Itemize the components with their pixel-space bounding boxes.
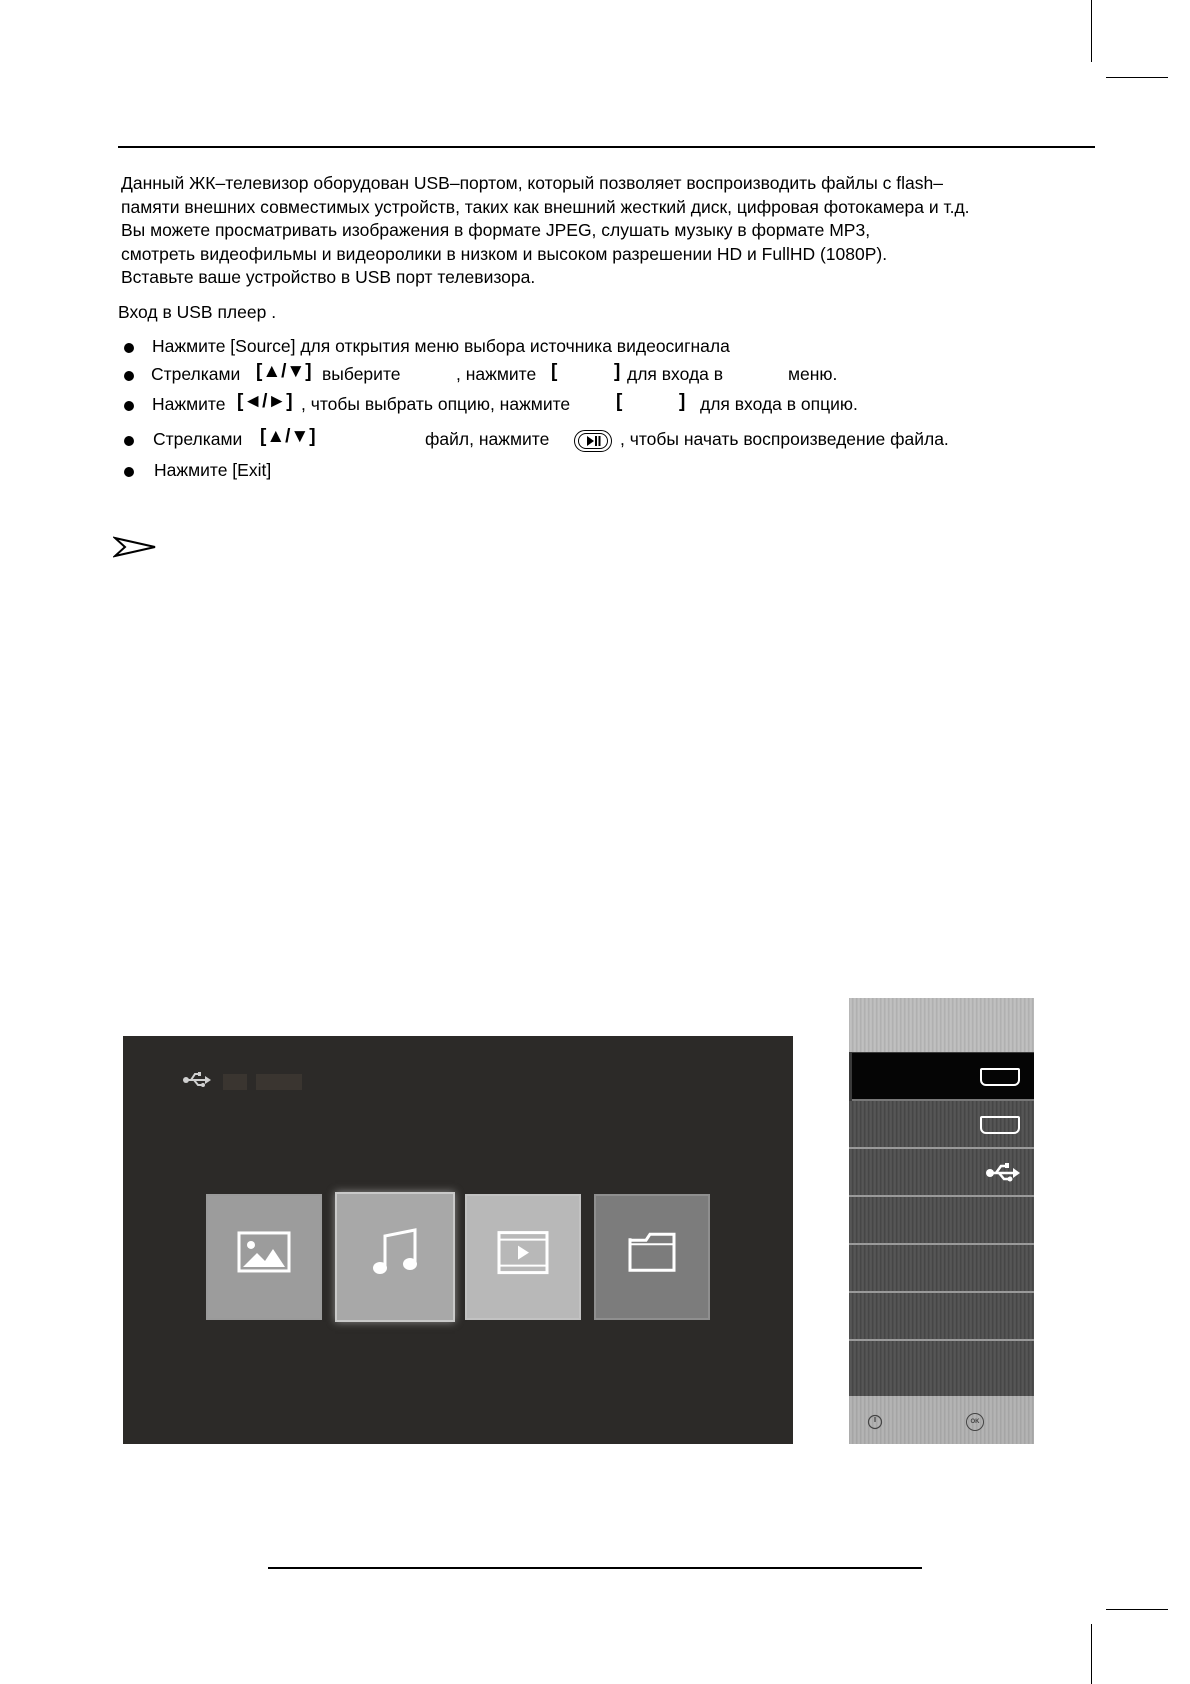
ok-icon: OK: [966, 1413, 984, 1431]
source-item-hdmi1[interactable]: [852, 1053, 1034, 1101]
intro-line: памяти внешних совместимых устройств, таких как внешний жесткий диск, цифровая фотокамера и т.д.: [121, 196, 970, 217]
file-tile[interactable]: [594, 1194, 710, 1320]
bracket-close: ]: [679, 391, 686, 412]
bullet: [124, 467, 134, 477]
usb-icon: [183, 1072, 211, 1093]
source-item[interactable]: [849, 1293, 1034, 1341]
usb-icon: [986, 1163, 1020, 1188]
step-2-text-c: , нажмите: [456, 364, 537, 384]
source-item[interactable]: [849, 1245, 1034, 1293]
source-item-hdmi2[interactable]: [849, 1101, 1034, 1149]
hdmi-icon: [980, 1116, 1020, 1134]
bracket-close: ]: [614, 361, 621, 382]
step-5: Нажмите [Exit]: [154, 460, 272, 480]
bullet: [124, 401, 134, 411]
intro-line: смотреть видеофильмы и видеоролики в низком и высоком разрешении HD и FullHD (1080P).: [121, 243, 888, 264]
step-3-text-b: , чтобы выбрать опцию, нажмите: [301, 394, 571, 414]
updown-arrows: [▲/▼]: [260, 426, 316, 447]
crop-mark-bottom-vertical: [1091, 1624, 1092, 1684]
step-4-text-a: Стрелками: [153, 429, 243, 449]
usb-entry-heading: Вход в USB плеер .: [118, 302, 277, 322]
step-3-text-a: Нажмите: [152, 394, 226, 414]
source-item[interactable]: [849, 1197, 1034, 1245]
source-panel-header: [849, 998, 1034, 1052]
source-panel-footer: [849, 1396, 1034, 1444]
bracket-open: [: [616, 391, 623, 412]
intro-line: Данный ЖК–телевизор оборудован USB–портом, который позволяет воспроизводить файлы с flash–: [121, 173, 943, 193]
hdmi-icon: [980, 1068, 1020, 1086]
source-item-usb[interactable]: [849, 1149, 1034, 1197]
photo-tile[interactable]: [206, 1194, 322, 1320]
step-3-text-d: для входа в опцию.: [700, 394, 858, 414]
bracket-open: [: [551, 361, 558, 382]
source-panel: [849, 998, 1034, 1444]
header-rule: [118, 146, 1095, 148]
intro-line: Вставьте ваше устройство в USB порт телевизора.: [121, 267, 536, 287]
crop-mark-top-vertical: [1091, 0, 1092, 62]
bullet: [124, 371, 134, 381]
path-segment: [223, 1074, 247, 1090]
movie-tile[interactable]: [465, 1194, 581, 1320]
intro-line: Вы можете просматривать изображения в формате JPEG, слушать музыку в формате MP3,: [121, 220, 871, 240]
step-2-text-e: меню.: [788, 364, 838, 384]
source-item[interactable]: [849, 1341, 1034, 1396]
updown-arrows: [▲/▼]: [256, 361, 312, 382]
crop-mark-top-horizontal: [1106, 77, 1168, 78]
step-4-text-b: файл, нажмите: [425, 429, 550, 449]
footer-rule: [268, 1567, 922, 1569]
step-4-text-c: , чтобы начать воспроизведение файла.: [620, 429, 949, 449]
bullet: [124, 343, 134, 353]
leftright-arrows: [◄/►]: [237, 391, 293, 412]
power-icon: [867, 1414, 883, 1435]
bullet: [124, 436, 134, 446]
note-arrow-icon: [113, 535, 157, 564]
play-pause-icon: [574, 430, 612, 452]
intro-paragraph: [121, 172, 1081, 290]
step-2-text-b: выберите: [322, 364, 401, 384]
usb-media-screen: [123, 1036, 793, 1444]
path-segment: [256, 1074, 302, 1090]
step-2-text-a: Стрелками: [151, 364, 241, 384]
music-tile[interactable]: [335, 1192, 455, 1322]
step-1: Нажмите [Source] для открытия меню выбора источника видеосигнала: [152, 336, 730, 356]
step-2-text-d: для входа в: [627, 364, 724, 384]
crop-mark-bottom-horizontal: [1106, 1609, 1168, 1610]
